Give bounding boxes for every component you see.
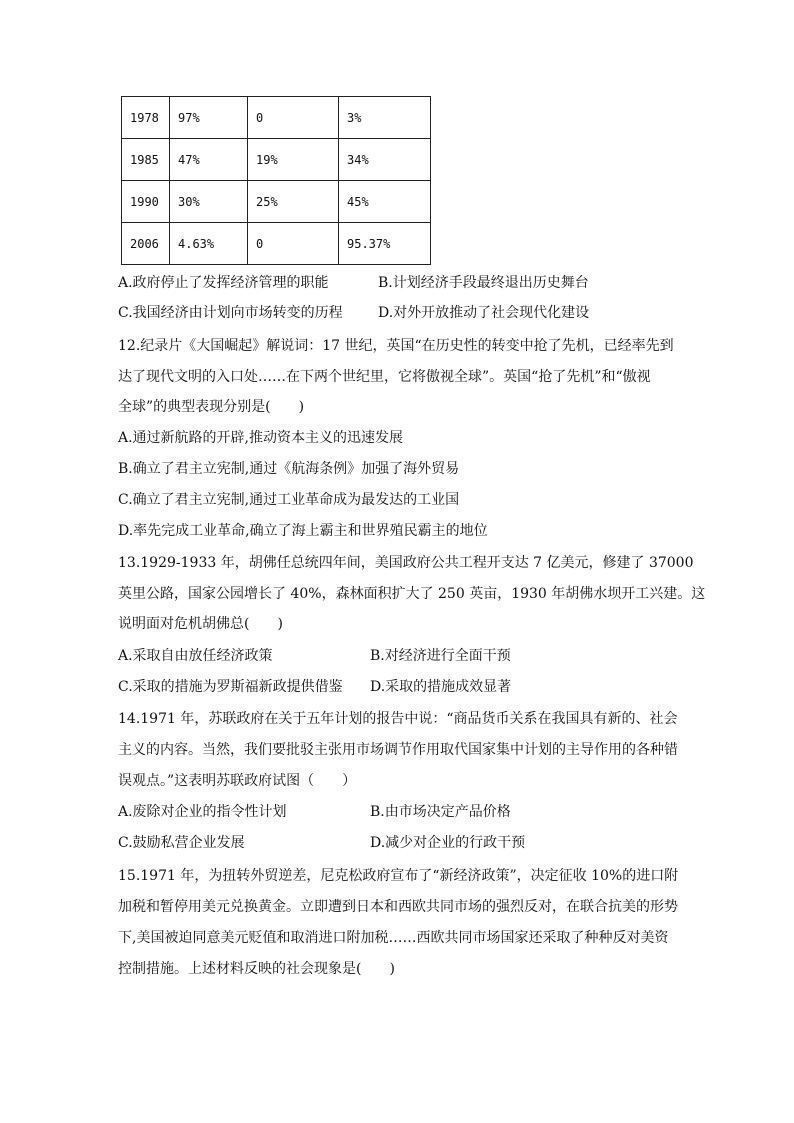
q14-option-d: D.减少对企业的行政干预 <box>370 835 526 851</box>
table-row <box>122 223 431 265</box>
q15-stem-line: 加税和暂停用美元兑换黄金。立即遭到日本和西欧共同市场的强烈反对，在联合抗美的形势 <box>118 899 678 915</box>
q15-stem-line: 15.1971 年，为扭转外贸逆差，尼克松政府宣布了“新经济政策”，决定征收 10%的进口附 <box>118 868 679 884</box>
table-row <box>122 139 431 181</box>
table-cell: 4.63% <box>170 223 248 265</box>
table-cell: 25% <box>248 181 339 223</box>
q11-option-a: A.政府停止了发挥经济管理的职能 <box>118 275 329 291</box>
table-cell: 45% <box>339 181 431 223</box>
q13-stem-line: 英里公路，国家公园增长了 40%，森林面积扩大了 250 英亩，1930 年胡佛水坝开工兴建。这 <box>118 586 706 602</box>
table-row <box>122 97 431 139</box>
statistics-table <box>121 96 431 265</box>
q15-stem-line: 控制措施。上述材料反映的社会现象是( ) <box>118 961 395 977</box>
table-cell: 2006 <box>122 223 170 265</box>
q13-option-d: D.采取的措施成效显著 <box>370 679 512 695</box>
table-cell: 3% <box>339 97 431 139</box>
table-row <box>122 181 431 223</box>
q13-stem-line: 13.1929-1933 年，胡佛任总统四年间，美国政府公共工程开支达 7 亿美元，修建了 37000 <box>118 555 694 571</box>
table-cell: 1978 <box>122 97 170 139</box>
table-cell: 47% <box>170 139 248 181</box>
table-cell: 95.37% <box>339 223 431 265</box>
q11-option-b: B.计划经济手段最终退出历史舞台 <box>378 275 589 291</box>
q12-stem-line: 达了现代文明的入口处……在下两个世纪里，它将傲视全球”。英国“抢了先机”和“傲视 <box>118 369 651 385</box>
q15-stem-line: 下,美国被迫同意美元贬值和取消进口附加税……西欧共同市场国家还采取了种种反对美资 <box>118 930 669 946</box>
q11-option-c: C.我国经济由计划向市场转变的历程 <box>118 305 343 321</box>
q14-option-c: C.鼓励私营企业发展 <box>118 835 245 851</box>
q12-option-d: D.率先完成工业革命,确立了海上霸主和世界殖民霸主的地位 <box>118 523 488 539</box>
table-cell: 97% <box>170 97 248 139</box>
table-cell: 19% <box>248 139 339 181</box>
table-cell: 30% <box>170 181 248 223</box>
q13-option-a: A.采取自由放任经济政策 <box>118 648 273 664</box>
q14-option-a: A.废除对企业的指令性计划 <box>118 804 287 820</box>
q12-stem-line: 全球”的典型表现分别是( ) <box>118 399 305 415</box>
q14-stem-line: 14.1971 年，苏联政府在关于五年计划的报告中说：“商品货币关系在我国具有新的、社会 <box>118 711 678 727</box>
table-cell: 0 <box>248 223 339 265</box>
table-cell: 1990 <box>122 181 170 223</box>
q12-option-c: C.确立了君主立宪制,通过工业革命成为最发达的工业国 <box>118 492 460 508</box>
q13-stem-line: 说明面对危机胡佛总( ) <box>118 616 283 632</box>
q12-option-a: A.通过新航路的开辟,推动资本主义的迅速发展 <box>118 430 404 446</box>
q14-stem-line: 误观点。”这表明苏联政府试图（ ） <box>118 773 357 789</box>
q14-option-b: B.由市场决定产品价格 <box>370 804 511 820</box>
q13-option-b: B.对经济进行全面干预 <box>370 648 511 664</box>
q12-option-b: B.确立了君主立宪制,通过《航海条例》加强了海外贸易 <box>118 461 460 477</box>
table-cell: 34% <box>339 139 431 181</box>
q12-stem-line: 12.纪录片《大国崛起》解说词：17 世纪，英国“在历史性的转变中抢了先机，已经率先到 <box>118 338 674 354</box>
q11-option-d: D.对外开放推动了社会现代化建设 <box>378 305 590 321</box>
table-cell: 1985 <box>122 139 170 181</box>
q13-option-c: C.采取的措施为罗斯福新政提供借鉴 <box>118 679 343 695</box>
q14-stem-line: 主义的内容。当然，我们要批驳主张用市场调节作用取代国家集中计划的主导作用的各种错 <box>118 742 678 758</box>
table-cell: 0 <box>248 97 339 139</box>
